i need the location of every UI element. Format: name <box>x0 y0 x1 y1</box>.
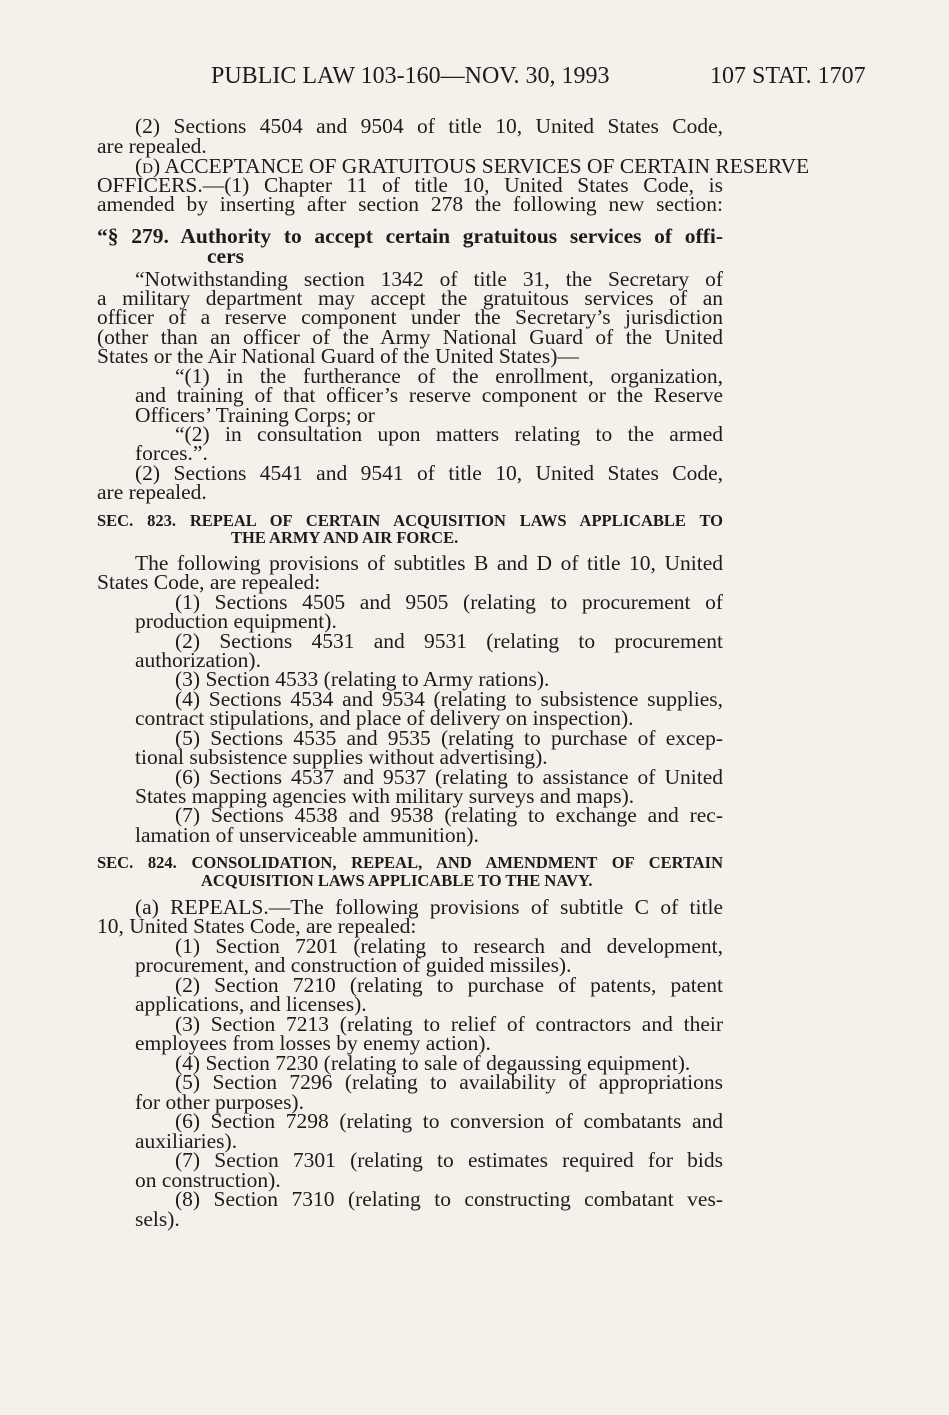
text-line: (6) Section 7298 (relating to conversion of combatants and <box>175 1109 723 1133</box>
section-279-heading-cont: cers <box>207 244 244 268</box>
text-line: lamation of unserviceable ammunition). <box>135 823 479 847</box>
text-line: (5) Section 7296 (relating to availability of appropriations <box>175 1070 723 1094</box>
text-line: (1) Section 7201 (relating to research and development, <box>175 934 723 958</box>
text-line: (3) Section 7213 (relating to relief of contractors and their <box>175 1012 723 1036</box>
text-line: are repealed. <box>97 480 207 504</box>
text-line: a military department may accept the gratuitous services of an <box>97 286 723 310</box>
text-line: The following provisions of subtitles B and D of title 10, United <box>135 551 723 575</box>
section-279-heading: “§ 279. Authority to accept certain gratuitous services of offi- <box>97 224 723 248</box>
text-line: on construction). <box>135 1168 281 1192</box>
text-line: States or the Air National Guard of the United States)— <box>97 344 579 368</box>
running-title: PUBLIC LAW 103-160—NOV. 30, 1993 <box>211 63 610 89</box>
text-line: contract stipulations, and place of delivery on inspection). <box>135 706 634 730</box>
text-line: “(1) in the furtherance of the enrollment, organization, <box>175 364 723 388</box>
text-line: OFFICERS.—(1) Chapter 11 of title 10, United States Code, is <box>97 173 723 197</box>
text-line: sels). <box>135 1207 180 1231</box>
text-line: for other purposes). <box>135 1090 304 1114</box>
text-line: (4) Section 7230 (relating to sale of degaussing equipment). <box>175 1051 691 1075</box>
text-line: States mapping agencies with military surveys and maps). <box>135 784 635 808</box>
text-line: 10, United States Code, are repealed: <box>97 914 417 938</box>
subsection-heading-d: (d) ACCEPTANCE OF GRATUITOUS SERVICES OF CERTAIN RESERVE <box>135 154 810 178</box>
stat-reference: 107 STAT. 1707 <box>710 63 866 89</box>
text-line: (2) Sections 4504 and 9504 of title 10, United States Code, <box>135 114 723 138</box>
text-line: (3) Section 4533 (relating to Army rations). <box>175 667 550 691</box>
text-line: “Notwithstanding section 1342 of title 31, the Secretary of <box>135 267 723 291</box>
text-line: (7) Sections 4538 and 9538 (relating to exchange and rec- <box>175 803 723 827</box>
text-line: (7) Section 7301 (relating to estimates required for bids <box>175 1148 723 1172</box>
text-line: States Code, are repealed: <box>97 570 321 594</box>
section-824-heading-cont: ACQUISITION LAWS APPLICABLE TO THE NAVY. <box>201 871 593 890</box>
text-line: officer of a reserve component under the Secretary’s jurisdiction <box>97 305 723 329</box>
section-823-heading: SEC. 823. REPEAL OF CERTAIN ACQUISITION LAWS APPLICABLE TO <box>97 511 723 530</box>
text-line: Officers’ Training Corps; or <box>135 403 375 427</box>
text-line: “(2) in consultation upon matters relating to the armed <box>175 422 723 446</box>
text-line: (a) REPEALS.—The following provisions of subtitle C of title <box>135 895 723 919</box>
section-823-heading-cont: THE ARMY AND AIR FORCE. <box>231 528 459 547</box>
text-line: authorization). <box>135 648 261 672</box>
text-line: (2) Sections 4531 and 9531 (relating to procurement <box>175 629 723 653</box>
text-line: are repealed. <box>97 134 207 158</box>
section-824-heading: SEC. 824. CONSOLIDATION, REPEAL, AND AMENDMENT OF CERTAIN <box>97 853 723 872</box>
text-line: (2) Section 7210 (relating to purchase of patents, patent <box>175 973 723 997</box>
text-line: (2) Sections 4541 and 9541 of title 10, United States Code, <box>135 461 723 485</box>
text-line: (5) Sections 4535 and 9535 (relating to purchase of excep- <box>175 726 723 750</box>
text-line: (4) Sections 4534 and 9534 (relating to subsistence supplies, <box>175 687 723 711</box>
text-line: production equipment). <box>135 609 337 633</box>
text-line: forces.”. <box>135 441 208 465</box>
text-line: employees from losses by enemy action). <box>135 1031 491 1055</box>
text-line: and training of that officer’s reserve component or the Reserve <box>135 383 723 407</box>
text-line: auxiliaries). <box>135 1129 238 1153</box>
text-line: (8) Section 7310 (relating to constructing combatant ves- <box>175 1187 723 1211</box>
text-line: (1) Sections 4505 and 9505 (relating to procurement of <box>175 590 723 614</box>
text-line: (6) Sections 4537 and 9537 (relating to assistance of United <box>175 765 723 789</box>
text-line: tional subsistence supplies without advertising). <box>135 745 548 769</box>
text-line: procurement, and construction of guided missiles). <box>135 953 572 977</box>
text-line: amended by inserting after section 278 the following new section: <box>97 192 723 216</box>
text-line: applications, and licenses). <box>135 992 367 1016</box>
text-line: (other than an officer of the Army National Guard of the United <box>97 325 723 349</box>
